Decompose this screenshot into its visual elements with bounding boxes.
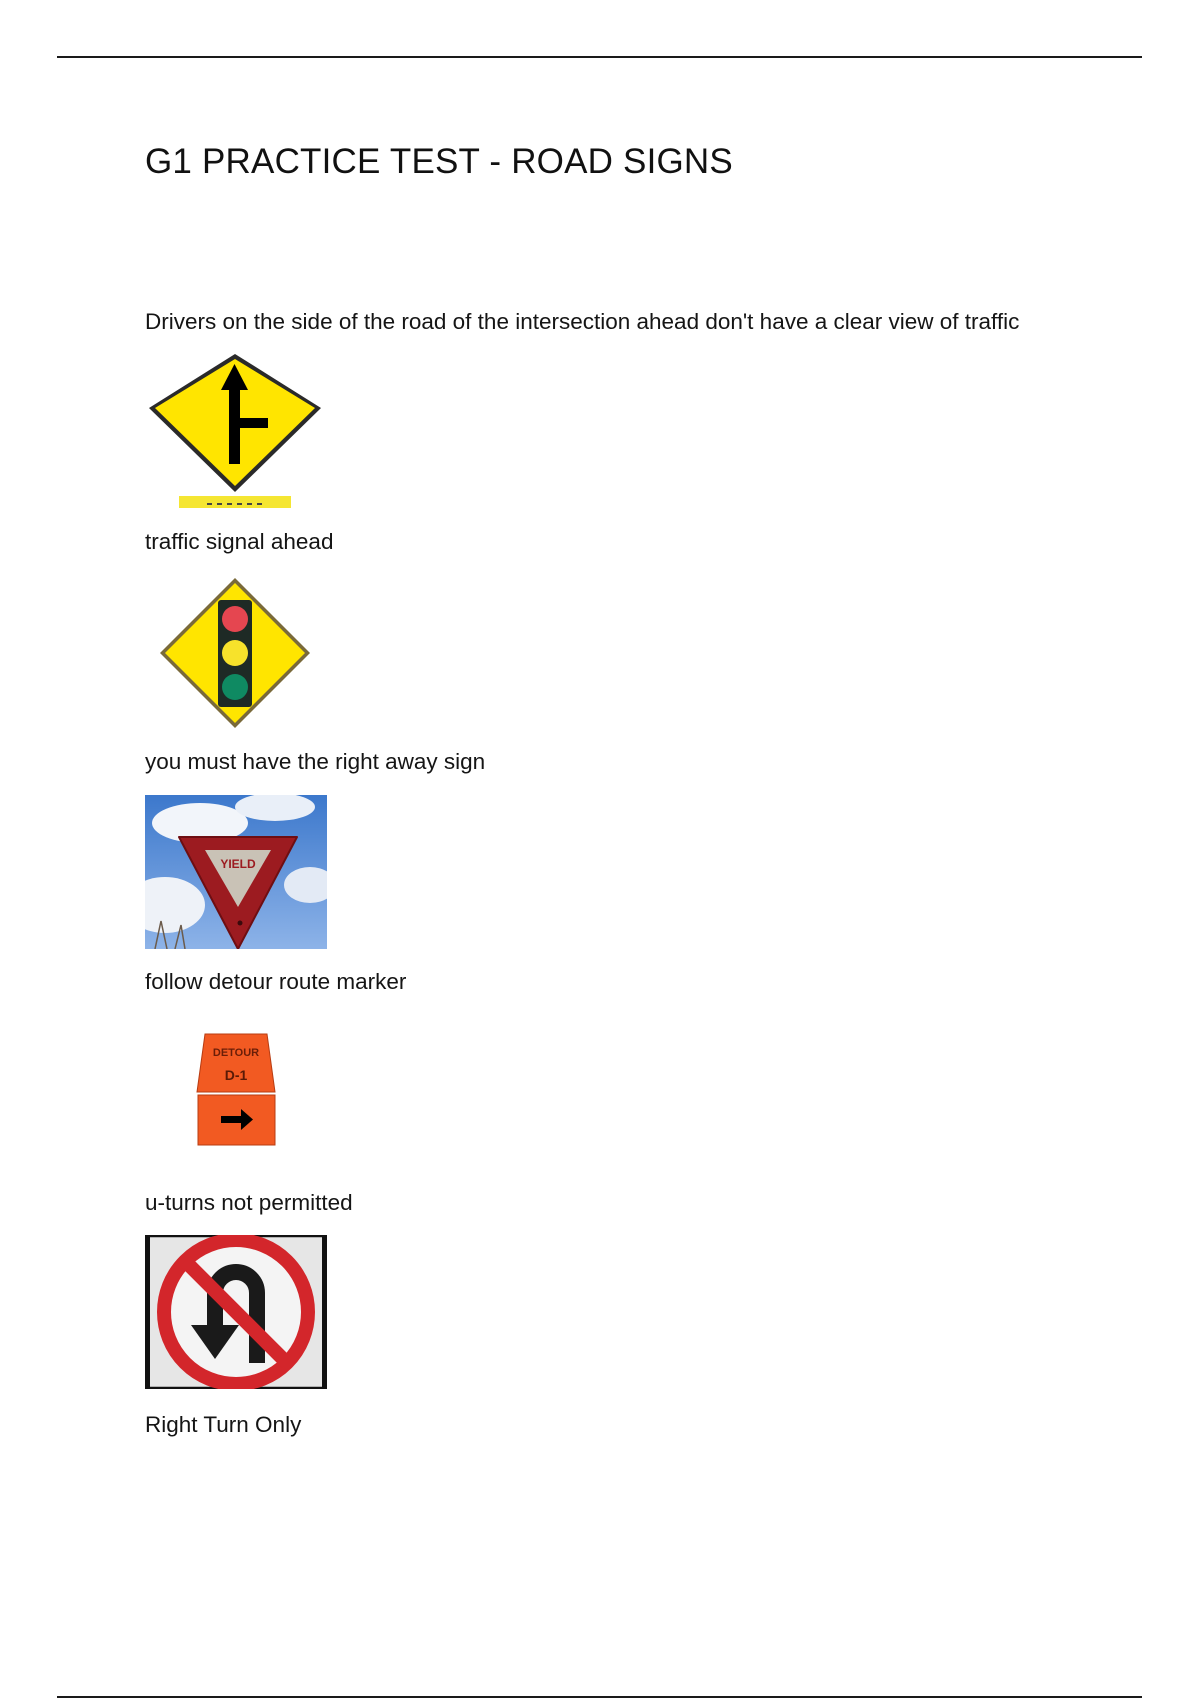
question-text-4: follow detour route marker: [145, 969, 407, 994]
yield-sign-icon: [145, 795, 327, 949]
question-text-5: u-turns not permitted: [145, 1190, 353, 1215]
question-text-6: Right Turn Only: [145, 1412, 302, 1437]
footer-rule: [57, 1696, 1142, 1698]
question-text-3: you must have the right away sign: [145, 749, 486, 774]
yield-sign-text: YIELD: [220, 857, 256, 871]
question-text-2: traffic signal ahead: [145, 529, 334, 554]
traffic-signal-ahead-sign-icon: [145, 578, 325, 728]
detour-sign-route: D-1: [224, 1067, 248, 1083]
question-text-1: Drivers on the side of the road of the intersection ahead don't have a clear view of traffic: [145, 309, 1020, 334]
page-title: G1 PRACTICE TEST - ROAD SIGNS: [145, 142, 733, 181]
detour-sign-text: DETOUR: [212, 1047, 260, 1059]
side-road-intersection-sign-icon: [145, 352, 325, 508]
detour-route-marker-sign-icon: [145, 1030, 327, 1155]
no-u-turn-sign-icon: [145, 1235, 327, 1389]
header-rule: [57, 56, 1142, 58]
